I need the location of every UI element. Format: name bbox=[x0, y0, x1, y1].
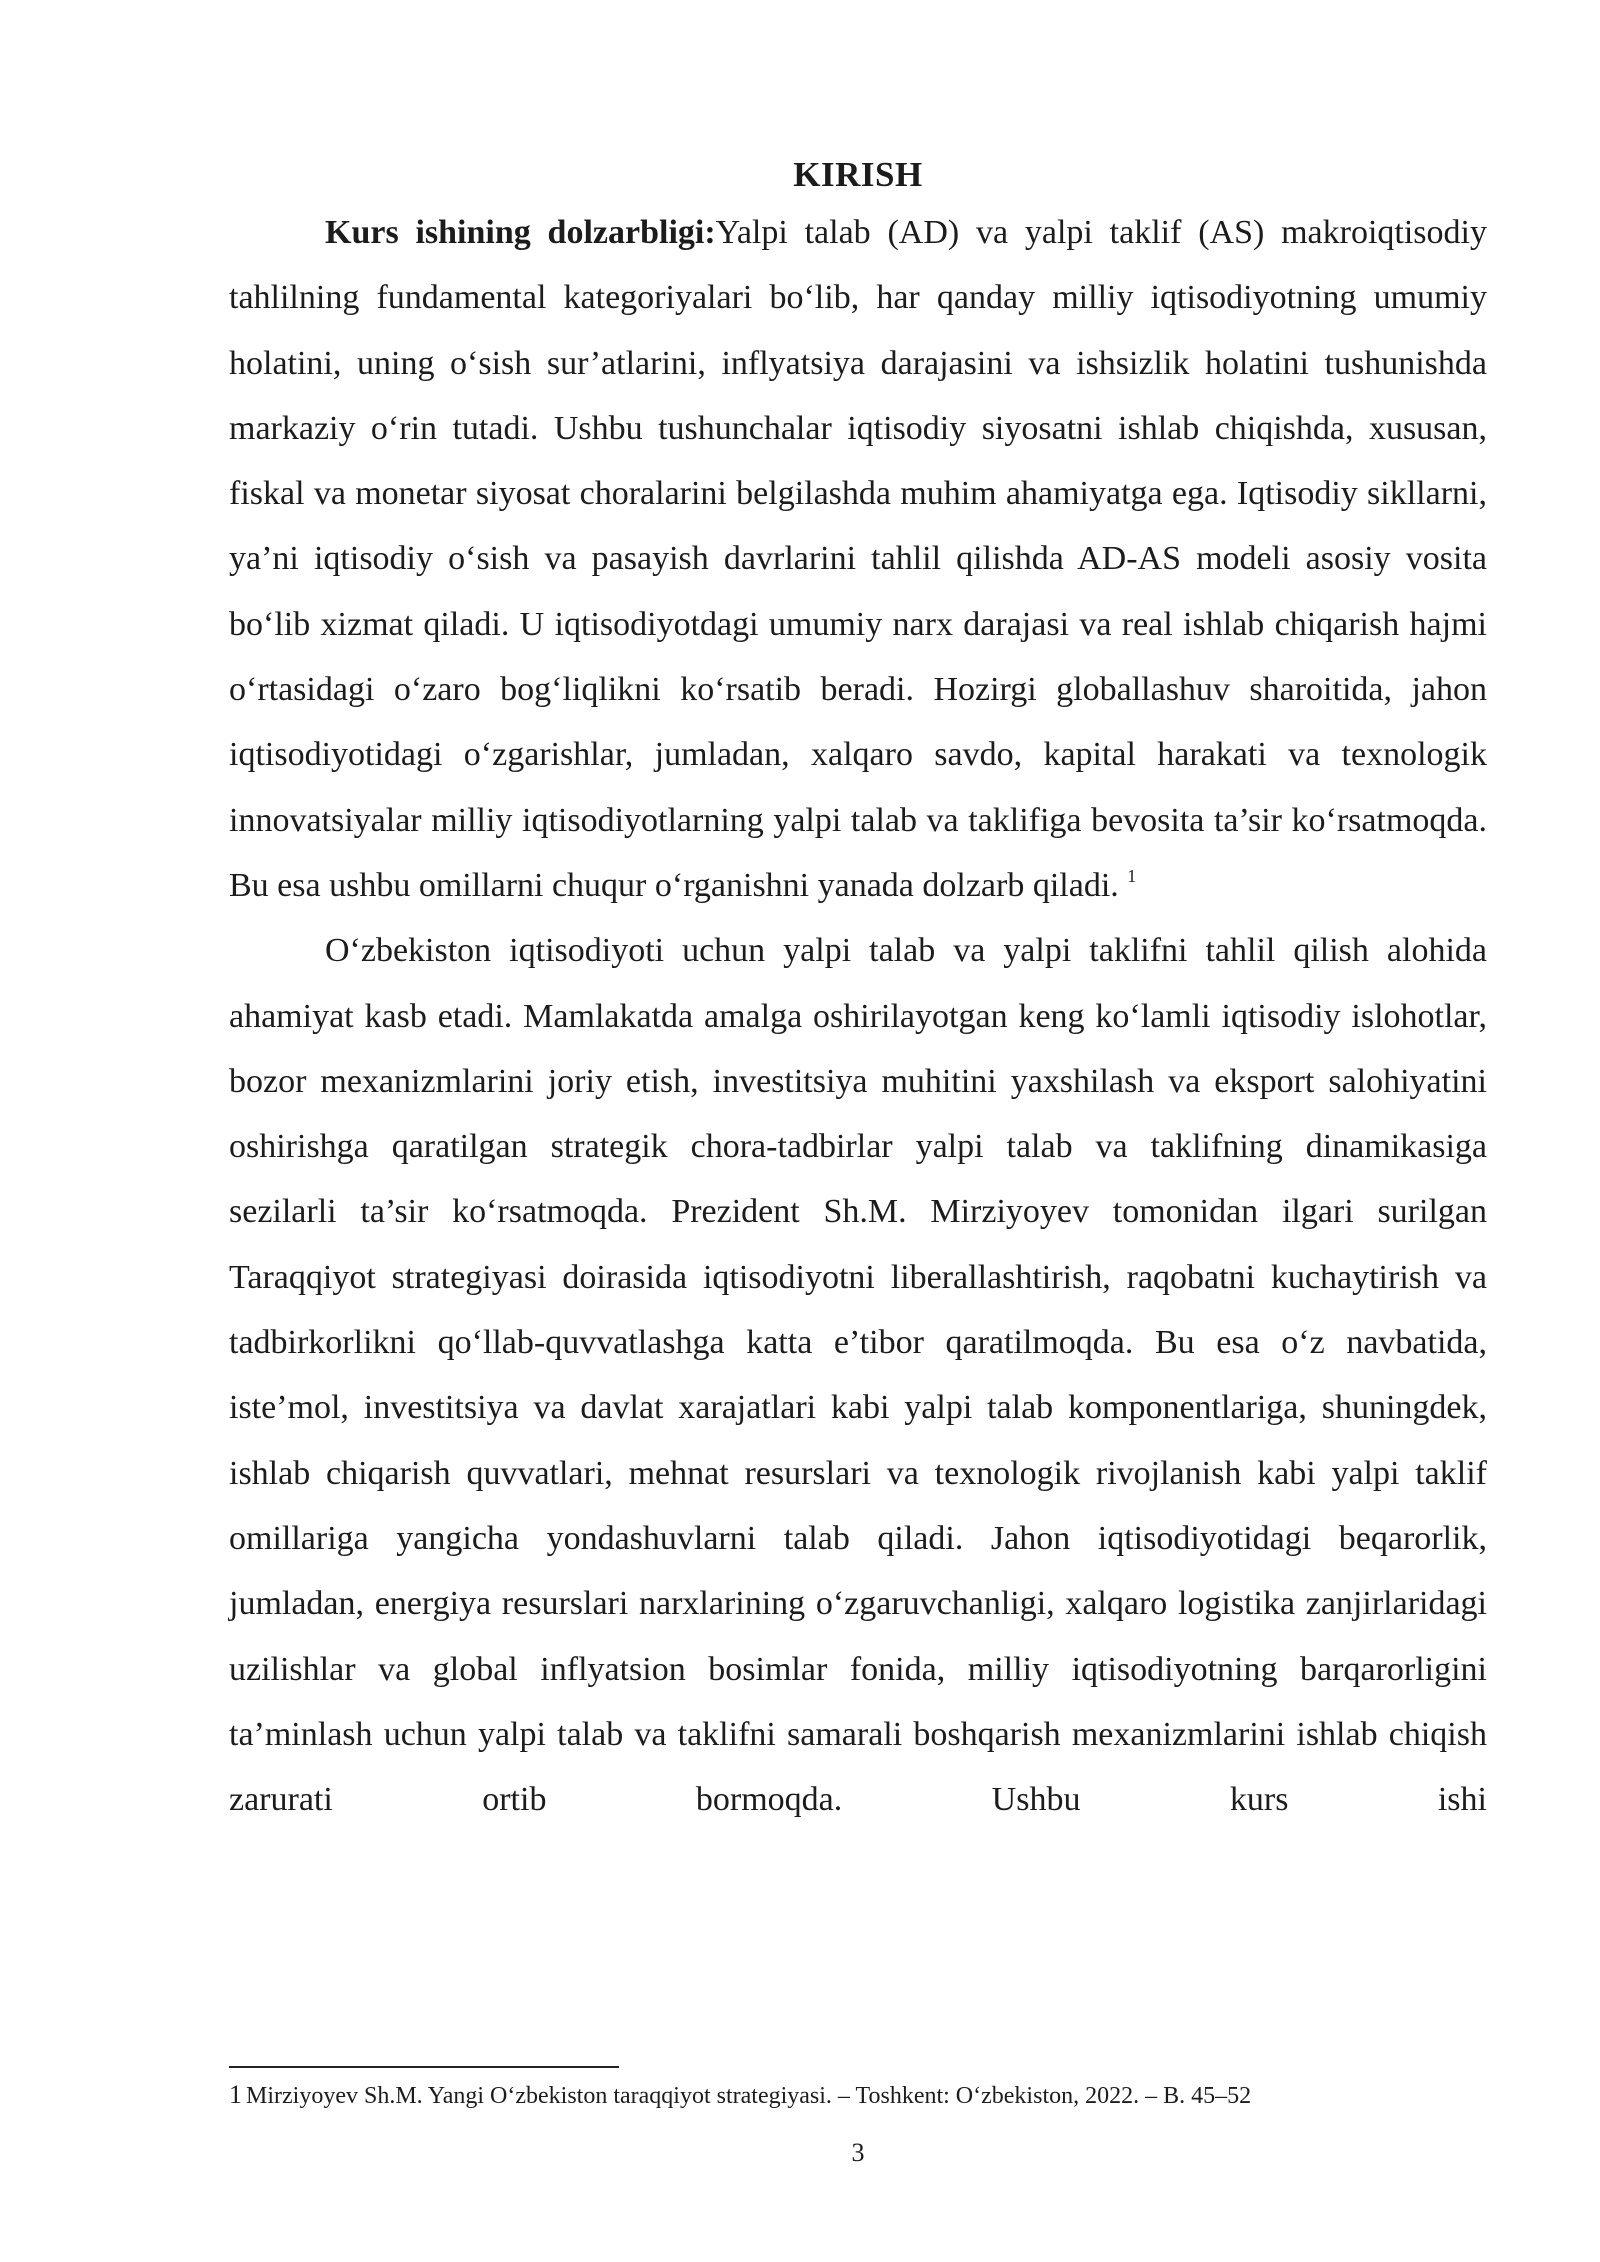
section-heading: KIRISH bbox=[793, 155, 923, 194]
paragraph-body: O‘zbekiston iqtisodiyoti uchun yalpi talab va yalpi taklifni tahlil qilish alohida ahamiyat kasb etadi. Mamlakatda amalga oshirilayotgan keng ko‘lamli iqtisodiy islohotlar, bozor mexanizmlarini joriy etish, investitsiya muhitini yaxshilash va eksport salohiyatini oshirishga qaratilgan strategik chora-tadbirlar yalpi talab va taklifning dinamikasiga sezilarli ta’sir ko‘rsatmoqda. Prezident Sh.M. Mirziyoyev tomonidan ilgari surilgan Taraqqiyot strategiyasi doirasida iqtisodiyotni liberallashtirish, raqobatni kuchaytirish va tadbirkorlikni qo‘llab-quvvatlashga katta e’tibor qaratilmoqda. Bu esa o‘z navbatida, iste’mol, investitsiya va davlat xarajatlari kabi yalpi talab komponentlariga, shuningdek, ishlab chiqarish quvvatlari, mehnat resurslari va texnologik rivojlanish kabi yalpi taklif omillariga yangicha yondashuvlarni talab qiladi. Jahon iqtisodiyotidagi beqarorlik, jumladan, energiya resurslari narxlarining o‘zgaruvchanligi, xalqaro logistika zanjirlaridagi uzilishlar va global inflyatsion bosimlar fonida, milliy iqtisodiyotning barqarorligini ta’minlash uchun yalpi talab va taklifni samarali boshqarish mexanizmlarini ishlab chiqish zarurati ortib bormoqda. Ushbu kurs ishi bbox=[229, 932, 1487, 1819]
page-number: 3 bbox=[851, 2138, 865, 2167]
footnote-separator bbox=[229, 2066, 619, 2068]
page-body bbox=[229, 150, 1487, 1832]
paragraph-lead: Kurs ishining dolzarbligi: bbox=[325, 214, 716, 251]
paragraph-uzbekistan bbox=[229, 918, 1487, 1832]
footnote-number: 1 bbox=[229, 2080, 242, 2109]
paragraph-body: Yalpi talab (AD) va yalpi taklif (AS) makroiqtisodiy tahlilning fundamental kategoriyalari bo‘lib, har qanday milliy iqtisodiyotning umumiy holatini, uning o‘sish sur’atlarini, inflyatsiya darajasini va ishsizlik holatini tushunishda markaziy o‘rin tutadi. Ushbu tushunchalar iqtisodiy siyosatni ishlab chiqishda, xususan, fiskal va monetar siyosat choralarini belgilashda muhim ahamiyatga ega. Iqtisodiy sikllarni, ya’ni iqtisodiy o‘sish va pasayish davrlarini tahlil qilishda AD-AS modeli asosiy vosita bo‘lib xizmat qiladi. U iqtisodiyotdagi umumiy narx darajasi va real ishlab chiqarish hajmi o‘rtasidagi o‘zaro bog‘liqlikni ko‘rsatib beradi. Hozirgi globallashuv sharoitida, jahon iqtisodiyotidagi o‘zgarishlar, jumladan, xalqaro savdo, kapital harakati va texnologik innovatsiyalar milliy iqtisodiyotlarning yalpi talab va taklifiga bevosita ta’sir ko‘rsatmoqda. Bu esa ushbu omillarni chuqur o‘rganishni yanada dolzarb qiladi. bbox=[229, 214, 1487, 904]
paragraph-relevance bbox=[229, 200, 1487, 918]
footnote-reference[interactable]: 1 bbox=[1127, 865, 1137, 886]
footnote-text: Mirziyoyev Sh.M. Yangi O‘zbekiston taraqqiyot strategiyasi. – Toshkent: O‘zbekiston, 2022. – B. 45–52 bbox=[246, 2083, 1252, 2109]
footnote bbox=[229, 2078, 1487, 2113]
